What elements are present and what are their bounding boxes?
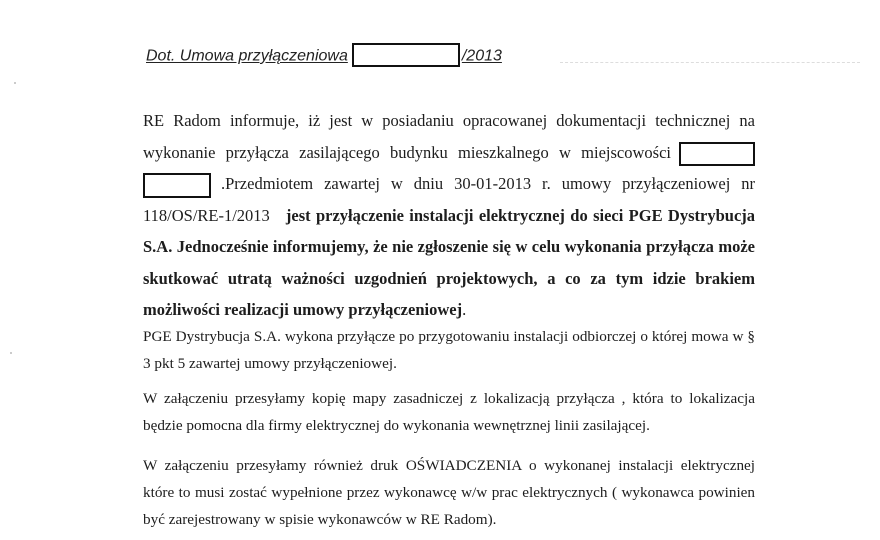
redacted-locality (679, 142, 755, 166)
subject-prefix: Dot. Umowa przyłączeniowa (146, 47, 348, 65)
paragraph-1-end: . (462, 300, 467, 319)
paragraph-1-bold: jest przyłączenie instalacji elektrycznej do sieci PGE Dystrybucja S.A. Jednocześnie informujemy, że nie zgłoszenie się w celu wykonania przyłącza może skutkować utratą ważności uzgodnień projektowych, a co za tym idzie brakiem możliwości realizacji umowy przyłączeniowej (143, 205, 756, 319)
scan-speck (10, 352, 12, 354)
paragraph-1 (143, 105, 755, 326)
paragraph-2: PGE Dystrybucja S.A. wykona przyłącze po przygotowaniu instalacji odbiorczej o której mowa w § 3 pkt 5 zawartej umowy przyłączeniowej. (143, 328, 755, 372)
redacted-locality-cont (143, 173, 211, 198)
redacted-contract-number (352, 43, 460, 67)
subject-line (146, 46, 502, 67)
scan-speck (14, 82, 16, 84)
subject-year: /2013 (461, 47, 502, 65)
scan-artifact-line (560, 62, 860, 63)
paragraph-1-text-b: .Przedmiotem zawartej w dniu 30-01-2013 r. umowy przyłączeniowej nr 118/OS/RE-1/2013 (143, 174, 755, 225)
paragraph-1-text-a: RE Radom informuje, iż jest w posiadaniu opracowanej dokumentacji technicznej na wykonanie przyłącza zasilającego budynku mieszkalnego w miejscowości (143, 111, 755, 162)
paragraph-3: W załączeniu przesyłamy kopię mapy zasadniczej z lokalizacją przyłącza , która to lokalizacja będzie pomocna dla firmy elektrycznej do wykonania wewnętrznej linii zasilającej. (143, 390, 755, 434)
paragraph-4: W załączeniu przesyłamy również druk OŚWIADCZENIA o wykonanej instalacji elektrycznej które to musi zostać wypełnione przez wykonawcę w/w prac elektrycznych ( wykonawca powinien być zarejestrowany w spisie wykonawców w RE Radom). (143, 457, 755, 528)
